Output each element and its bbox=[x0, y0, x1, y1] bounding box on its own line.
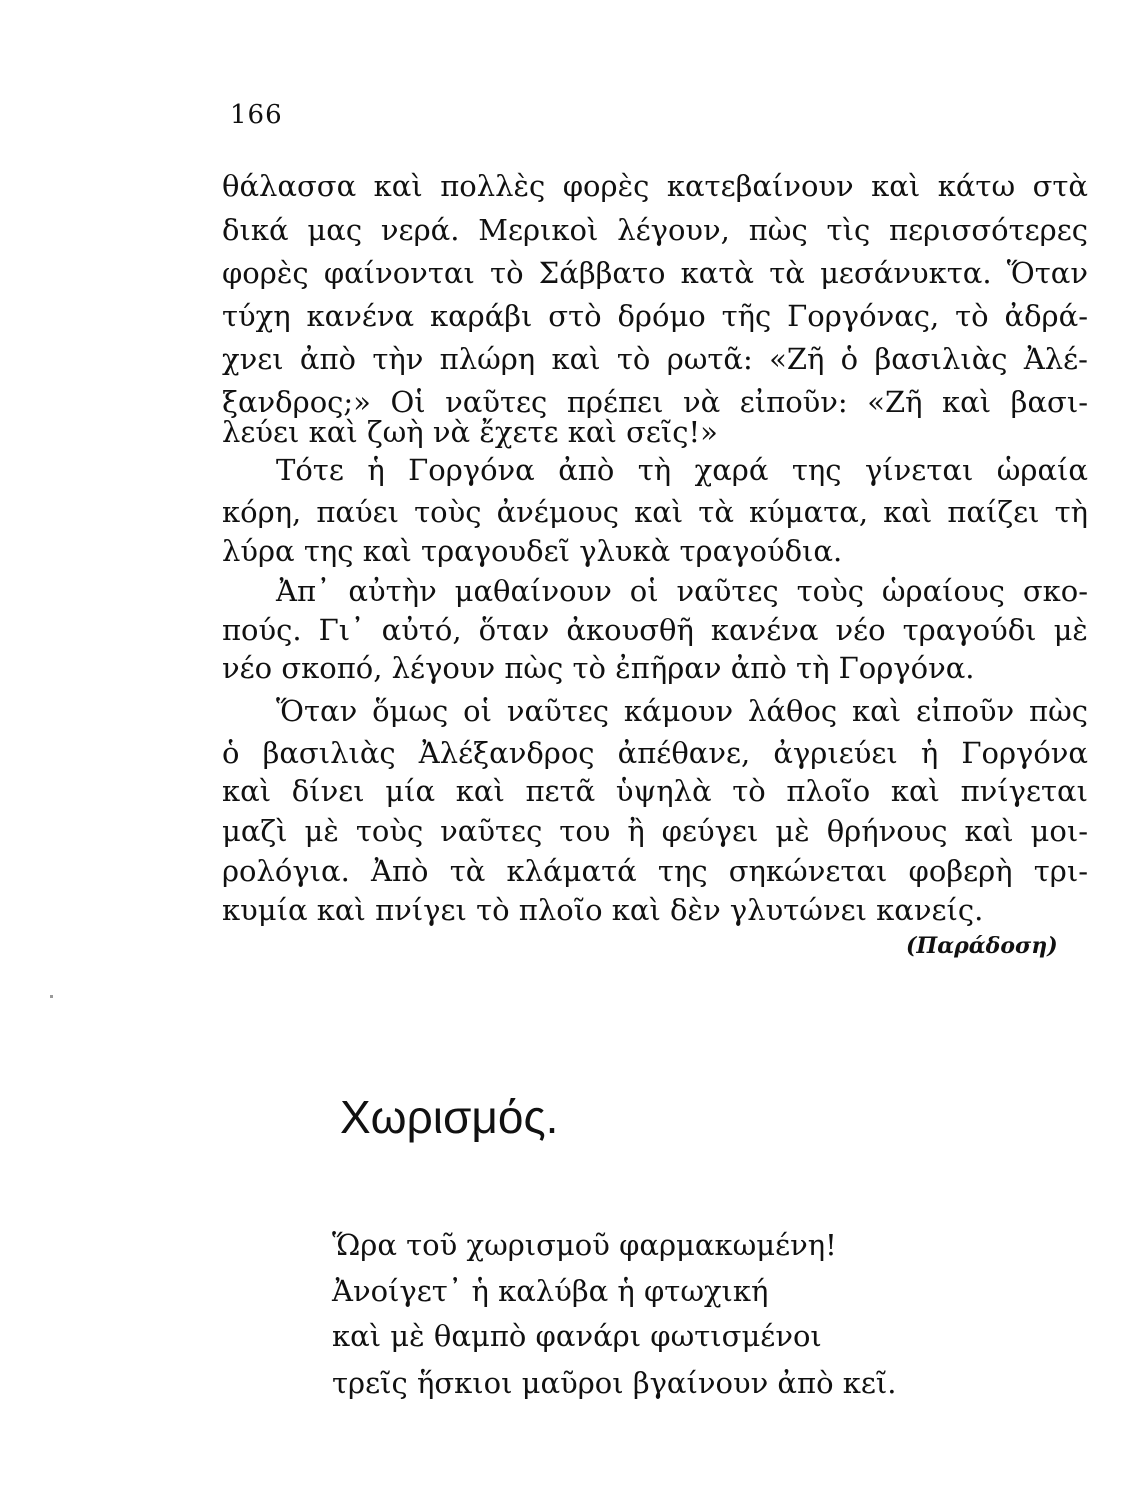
prose-line: κόρη, παύει τοὺς ἀνέμους καὶ τὰ κύματα, καὶ παίζει τὴ bbox=[222, 495, 1088, 529]
prose-line: φορὲς φαίνονται τὸ Σάββατο κατὰ τὰ μεσάνυκτα. Ὅταν bbox=[222, 256, 1088, 290]
prose-line: Τότε ἡ Γοργόνα ἀπὸ τὴ χαρά της γίνεται ὡραία bbox=[276, 453, 1088, 487]
print-speck bbox=[50, 995, 53, 998]
prose-line: καὶ δίνει μία καὶ πετᾶ ὑψηλὰ τὸ πλοῖο καὶ πνίγεται bbox=[222, 774, 1088, 808]
prose-line: πούς. Γι᾽ αὐτό, ὅταν ἀκουσθῆ κανένα νέο τραγούδι μὲ bbox=[222, 613, 1088, 647]
poem-line: τρεῖς ἥσκιοι μαῦροι βγαίνουν ἀπὸ κεῖ. bbox=[332, 1366, 897, 1400]
prose-line: ξανδρος;» Οἱ ναῦτες πρέπει νὰ εἰποῦν: «Ζῆ καὶ βασι- bbox=[222, 385, 1088, 419]
prose-line: χνει ἀπὸ τὴν πλώρη καὶ τὸ ρωτᾶ: «Ζῆ ὁ βασιλιὰς Ἀλέ- bbox=[222, 342, 1088, 376]
prose-line: λύρα της καὶ τραγουδεῖ γλυκὰ τραγούδια. bbox=[222, 534, 843, 568]
prose-line: τύχη κανένα καράβι στὸ δρόμο τῆς Γοργόνας, τὸ ἀδρά- bbox=[222, 299, 1088, 333]
prose-line: θάλασσα καὶ πολλὲς φορὲς κατεβαίνουν καὶ κάτω στὰ bbox=[222, 169, 1088, 203]
prose-line: νέο σκοπό, λέγουν πὼς τὸ ἐπῆραν ἀπὸ τὴ Γοργόνα. bbox=[222, 651, 975, 685]
prose-line: μαζὶ μὲ τοὺς ναῦτες του ἢ φεύγει μὲ θρήνους καὶ μοι- bbox=[222, 814, 1088, 848]
prose-line: Ἀπ᾽ αὐτὴν μαθαίνουν οἱ ναῦτες τοὺς ὡραίους σκο- bbox=[276, 574, 1088, 608]
prose-line: ρολόγια. Ἀπὸ τὰ κλάματά της σηκώνεται φοβερὴ τρι- bbox=[222, 854, 1088, 888]
poem-line: Ὥρα τοῦ χωρισμοῦ φαρμακωμένη! bbox=[332, 1228, 837, 1262]
section-title: Χωρισμός. bbox=[340, 1091, 559, 1143]
source-attribution: (Παράδοση) bbox=[906, 933, 1058, 959]
prose-line: ὁ βασιλιὰς Ἀλέξανδρος ἀπέθανε, ἀγριεύει ἡ Γοργόνα bbox=[222, 736, 1088, 770]
poem-line: καὶ μὲ θαμπὸ φανάρι φωτισμένοι bbox=[332, 1319, 822, 1353]
prose-line: λεύει καὶ ζωὴ νὰ ἔχετε καὶ σεῖς!» bbox=[222, 415, 718, 449]
prose-line: δικά μας νερά. Μερικοὶ λέγουν, πὼς τὶς περισσότερες bbox=[222, 213, 1088, 247]
prose-line: Ὅταν ὅμως οἱ ναῦτες κάμουν λάθος καὶ εἰποῦν πὼς bbox=[276, 694, 1088, 728]
page-number: 166 bbox=[230, 100, 283, 130]
poem-line: Ἀνοίγετ᾽ ἡ καλύβα ἡ φτωχική bbox=[332, 1274, 769, 1308]
prose-line: κυμία καὶ πνίγει τὸ πλοῖο καὶ δὲν γλυτώνει κανείς. bbox=[222, 893, 984, 927]
